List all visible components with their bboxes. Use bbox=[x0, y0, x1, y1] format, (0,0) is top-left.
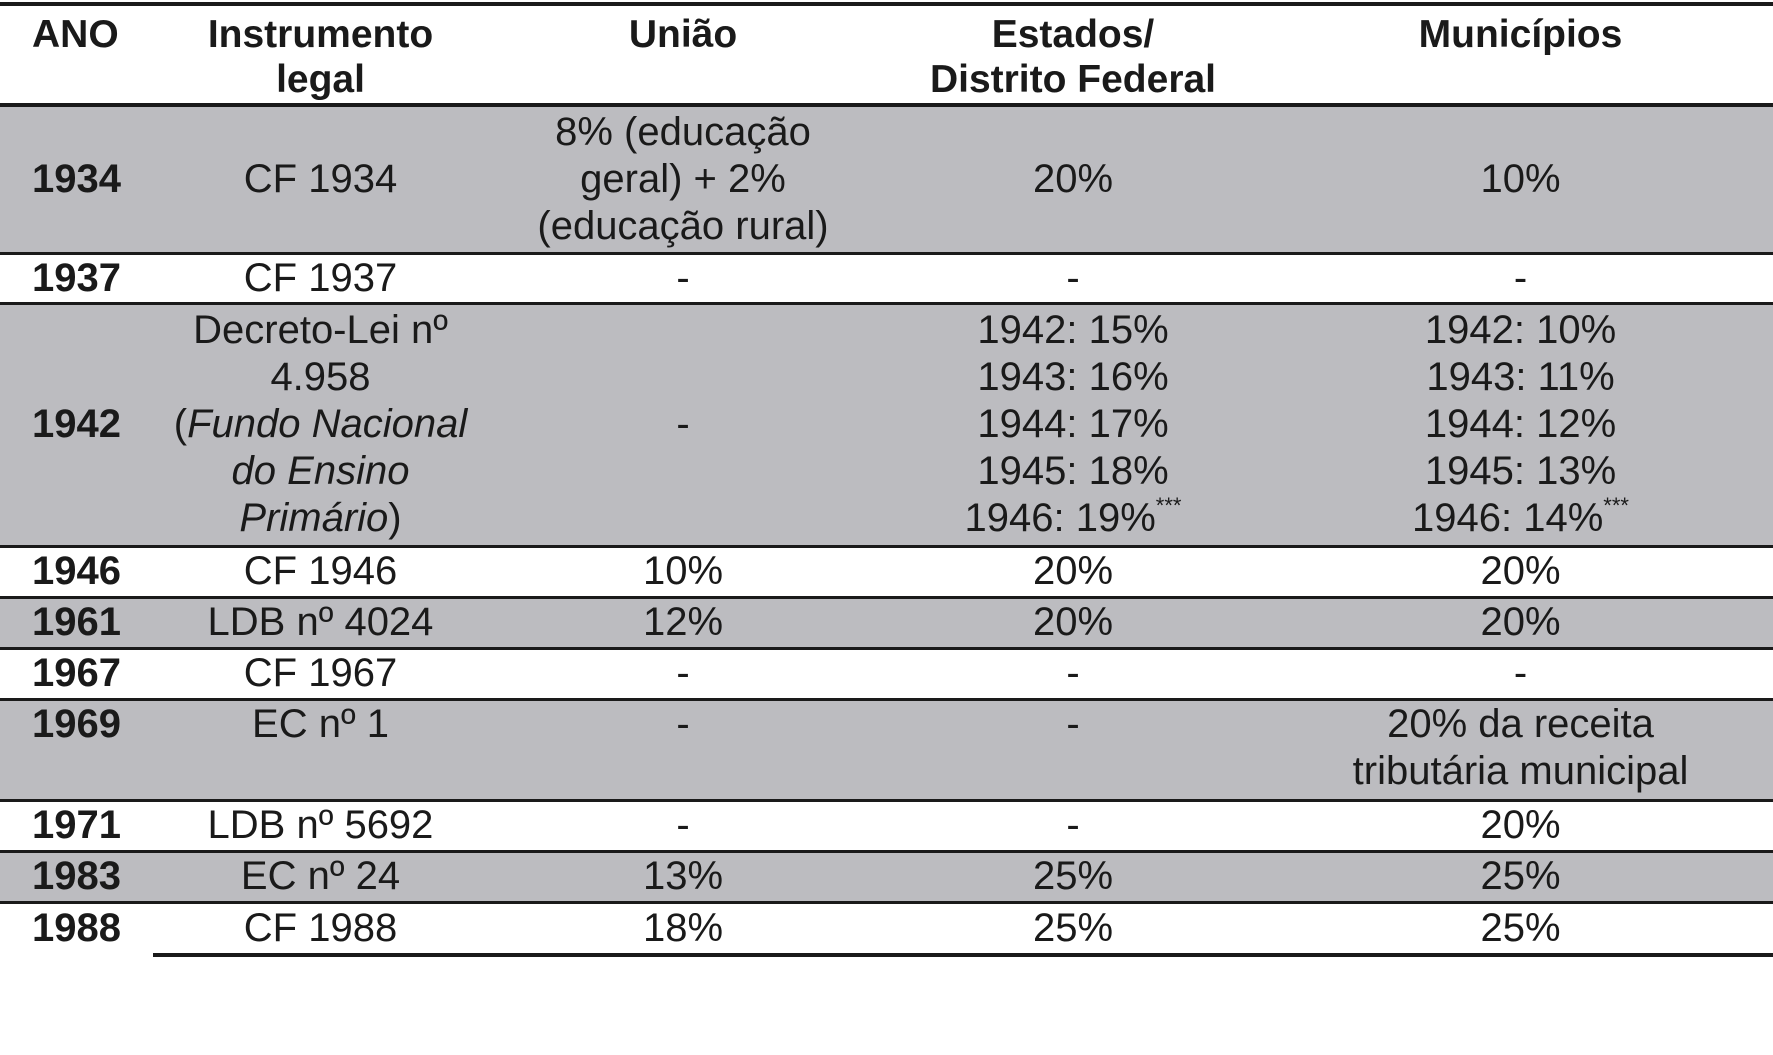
cell-estados: - bbox=[878, 699, 1268, 800]
cell-municipios-line: 1943: 11% bbox=[1426, 355, 1615, 399]
header-estados-line2: Distrito Federal bbox=[929, 58, 1217, 101]
cell-uniao: - bbox=[488, 253, 878, 303]
cell-instrumento: EC nº 24 bbox=[153, 851, 488, 902]
cell-estados: - bbox=[878, 648, 1268, 699]
table-row bbox=[0, 303, 1773, 546]
cell-ano: 1988 bbox=[0, 902, 153, 953]
cell-uniao: - bbox=[488, 800, 878, 851]
cell-uniao bbox=[488, 105, 878, 253]
cell-estados bbox=[878, 303, 1268, 546]
header-instrumento-line1: Instrumento bbox=[207, 13, 434, 56]
fund-name-part: Primário bbox=[239, 496, 389, 540]
header-ano: ANO bbox=[0, 4, 153, 105]
cell-ano: 1934 bbox=[0, 105, 153, 253]
cell-estados-line: 1944: 17% bbox=[977, 402, 1169, 446]
cell-municipios: 25% bbox=[1268, 851, 1773, 902]
table-row bbox=[0, 699, 1773, 800]
cell-municipios: - bbox=[1268, 648, 1773, 699]
cell-municipios: 25% bbox=[1268, 902, 1773, 953]
cell-estados: 20% bbox=[878, 597, 1268, 648]
table-row bbox=[0, 105, 1773, 253]
cell-municipios bbox=[1268, 303, 1773, 546]
cell-uniao: - bbox=[488, 699, 878, 800]
header-estados-line1: Estados/ bbox=[991, 13, 1155, 56]
cell-municipios: - bbox=[1268, 253, 1773, 303]
cell-ano: 1983 bbox=[0, 851, 153, 902]
municipios-1946-value: 1946: 14% bbox=[1412, 496, 1604, 540]
cell-estados-line: 1942: 15% bbox=[977, 308, 1169, 352]
cell-instrumento: LDB nº 5692 bbox=[153, 800, 488, 851]
cell-municipios: 20% bbox=[1268, 800, 1773, 851]
cell-estados-line: 1945: 18% bbox=[977, 449, 1169, 493]
cell-instrumento: LDB nº 4024 bbox=[153, 597, 488, 648]
header-estados bbox=[878, 4, 1268, 105]
cell-estados: 20% bbox=[878, 105, 1268, 253]
cell-estados: 25% bbox=[878, 902, 1268, 953]
header-uniao: União bbox=[488, 4, 878, 105]
estados-1946-value: 1946: 19% bbox=[964, 496, 1156, 540]
cell-uniao: 18% bbox=[488, 902, 878, 953]
cell-instrumento: EC nº 1 bbox=[153, 699, 488, 800]
cell-estados: 25% bbox=[878, 851, 1268, 902]
cell-municipios-line: 1944: 12% bbox=[1424, 402, 1617, 446]
cell-instrumento: CF 1937 bbox=[153, 253, 488, 303]
cell-instrumento bbox=[153, 303, 488, 546]
cell-uniao: 12% bbox=[488, 597, 878, 648]
table-row bbox=[0, 902, 1773, 953]
open-paren: ( bbox=[173, 402, 188, 446]
cell-instrumento: CF 1946 bbox=[153, 546, 488, 597]
cell-uniao-line: geral) + 2% bbox=[580, 156, 786, 201]
cell-ano: 1937 bbox=[0, 253, 153, 303]
cell-estados: 20% bbox=[878, 546, 1268, 597]
cell-instrumento-line: do Ensino bbox=[231, 449, 410, 493]
cell-instrumento-line bbox=[153, 495, 488, 542]
header-row bbox=[0, 4, 1773, 105]
cell-ano: 1967 bbox=[0, 648, 153, 699]
table-body bbox=[0, 105, 1773, 953]
table-header bbox=[0, 4, 1773, 105]
cell-municipios: 10% bbox=[1268, 105, 1773, 253]
cell-instrumento-line: 4.958 bbox=[270, 355, 371, 399]
close-paren: ) bbox=[388, 496, 402, 540]
table-row bbox=[0, 546, 1773, 597]
fund-name-part: Fundo Nacional bbox=[187, 402, 468, 446]
cell-instrumento: CF 1967 bbox=[153, 648, 488, 699]
header-municipios: Municípios bbox=[1268, 4, 1773, 105]
cell-uniao: 10% bbox=[488, 546, 878, 597]
cell-instrumento-line: Decreto-Lei nº bbox=[193, 308, 448, 352]
table-row bbox=[0, 800, 1773, 851]
cell-municipios-line: 1942: 10% bbox=[1424, 308, 1617, 352]
cell-municipios: 20% bbox=[1268, 597, 1773, 648]
table-row bbox=[0, 597, 1773, 648]
cell-municipios-line: 1945: 13% bbox=[1424, 449, 1617, 493]
cell-uniao-line: 8% (educação bbox=[555, 109, 811, 154]
cell-municipios-line bbox=[1268, 495, 1773, 542]
cell-uniao: - bbox=[488, 648, 878, 699]
vinculacao-table bbox=[0, 2, 1773, 953]
cell-instrumento: CF 1988 bbox=[153, 902, 488, 953]
cell-ano: 1942 bbox=[0, 303, 153, 546]
header-instrumento-line2: legal bbox=[276, 58, 365, 101]
cell-ano: 1961 bbox=[0, 597, 153, 648]
cell-municipios-line: 20% da receita bbox=[1387, 701, 1654, 746]
cell-municipios: 20% bbox=[1268, 546, 1773, 597]
cell-ano: 1969 bbox=[0, 699, 153, 800]
cell-municipios-line: tributária municipal bbox=[1352, 748, 1689, 793]
table-row bbox=[0, 851, 1773, 902]
table-row bbox=[0, 648, 1773, 699]
cell-uniao-line: (educação rural) bbox=[537, 203, 829, 248]
header-instrumento bbox=[153, 4, 488, 105]
cell-estados: - bbox=[878, 253, 1268, 303]
cell-estados-line: 1943: 16% bbox=[977, 355, 1169, 399]
vinculacao-table-wrapper bbox=[0, 2, 1773, 953]
cell-uniao: 13% bbox=[488, 851, 878, 902]
bottom-rule bbox=[153, 953, 1773, 957]
cell-estados-line bbox=[878, 495, 1268, 542]
cell-instrumento-line bbox=[153, 401, 488, 448]
cell-uniao: - bbox=[488, 303, 878, 546]
footnote-marker: *** bbox=[1155, 493, 1182, 518]
cell-instrumento: CF 1934 bbox=[153, 105, 488, 253]
cell-municipios bbox=[1268, 699, 1773, 800]
cell-ano: 1946 bbox=[0, 546, 153, 597]
table-row bbox=[0, 253, 1773, 303]
cell-estados: - bbox=[878, 800, 1268, 851]
footnote-marker: *** bbox=[1603, 493, 1629, 518]
cell-ano: 1971 bbox=[0, 800, 153, 851]
